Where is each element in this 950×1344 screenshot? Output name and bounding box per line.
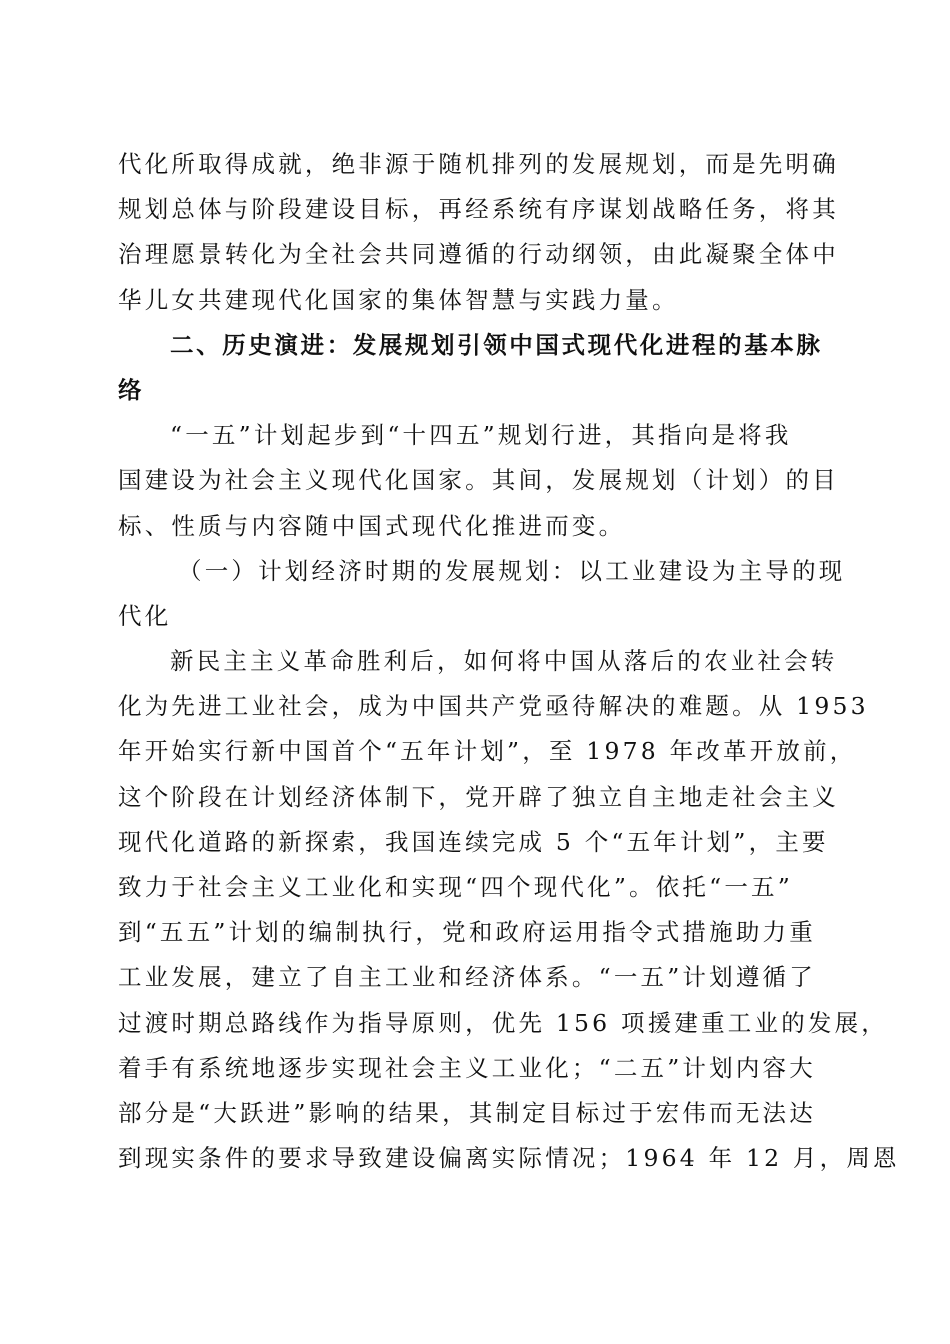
paragraph-planned-economy [118, 639, 900, 1181]
text-line: 这个阶段在计划经济体制下，党开辟了独立自主地走社会主义 [118, 782, 839, 811]
text-line: 部分是“大跃进”影响的结果，其制定目标过于宏伟而无法达 [118, 1098, 816, 1127]
heading-line: 络 [118, 375, 145, 404]
text-line: 着手有系统地逐步实现社会主义工业化；“二五”计划内容大 [118, 1053, 816, 1082]
text-line: 到“五五”计划的编制执行，党和政府运用指令式措施助力重 [118, 918, 816, 947]
text-line: 工业发展，建立了自主工业和经济体系。“一五”计划遵循了 [118, 963, 816, 992]
text-line: 新民主主义革命胜利后，如何将中国从落后的农业社会转 [170, 647, 838, 676]
text-line: 规划总体与阶段建设目标，再经系统有序谋划战略任务，将其 [118, 195, 839, 224]
text-line: “一五”计划起步到“十四五”规划行进，其指向是将我 [170, 421, 792, 450]
text-line: 过渡时期总路线作为指导原则，优先 156 项援建重工业的发展， [118, 1008, 888, 1037]
text-line: 标、性质与内容随中国式现代化推进而变。 [118, 511, 626, 540]
section-heading [118, 323, 830, 413]
document-page [118, 142, 900, 1181]
heading-line: 二、历史演进：发展规划引领中国式现代化进程的基本脉 [170, 330, 823, 359]
text-line: 致力于社会主义工业化和实现“四个现代化”。依托“一五” [118, 873, 793, 901]
text-line: 代化所取得成就，绝非源于随机排列的发展规划，而是先明确 [118, 150, 839, 178]
text-line: 现代化道路的新探索，我国连续完成 5 个“五年计划”，主要 [118, 827, 829, 856]
subheading-line: 代化 [118, 601, 172, 630]
paragraph-overview [118, 413, 839, 549]
text-line: 治理愿景转化为全社会共同遵循的行动纲领，由此凝聚全体中 [118, 240, 839, 269]
text-line: 华儿女共建现代化国家的集体智慧与实践力量。 [118, 285, 679, 314]
text-line: 国建设为社会主义现代化国家。其间，发展规划（计划）的目 [118, 466, 839, 495]
text-line: 化为先进工业社会，成为中国共产党亟待解决的难题。从 1953 [118, 692, 869, 721]
paragraph-intro [118, 142, 839, 323]
subsection-heading [118, 549, 846, 639]
subheading-line: （一）计划经济时期的发展规划：以工业建设为主导的现 [178, 556, 846, 585]
text-line: 年开始实行新中国首个“五年计划”，至 1978 年改革开放前， [118, 737, 857, 766]
text-line: 到现实条件的要求导致建设偏离实际情况；1964 年 12 月，周恩 [118, 1144, 900, 1173]
